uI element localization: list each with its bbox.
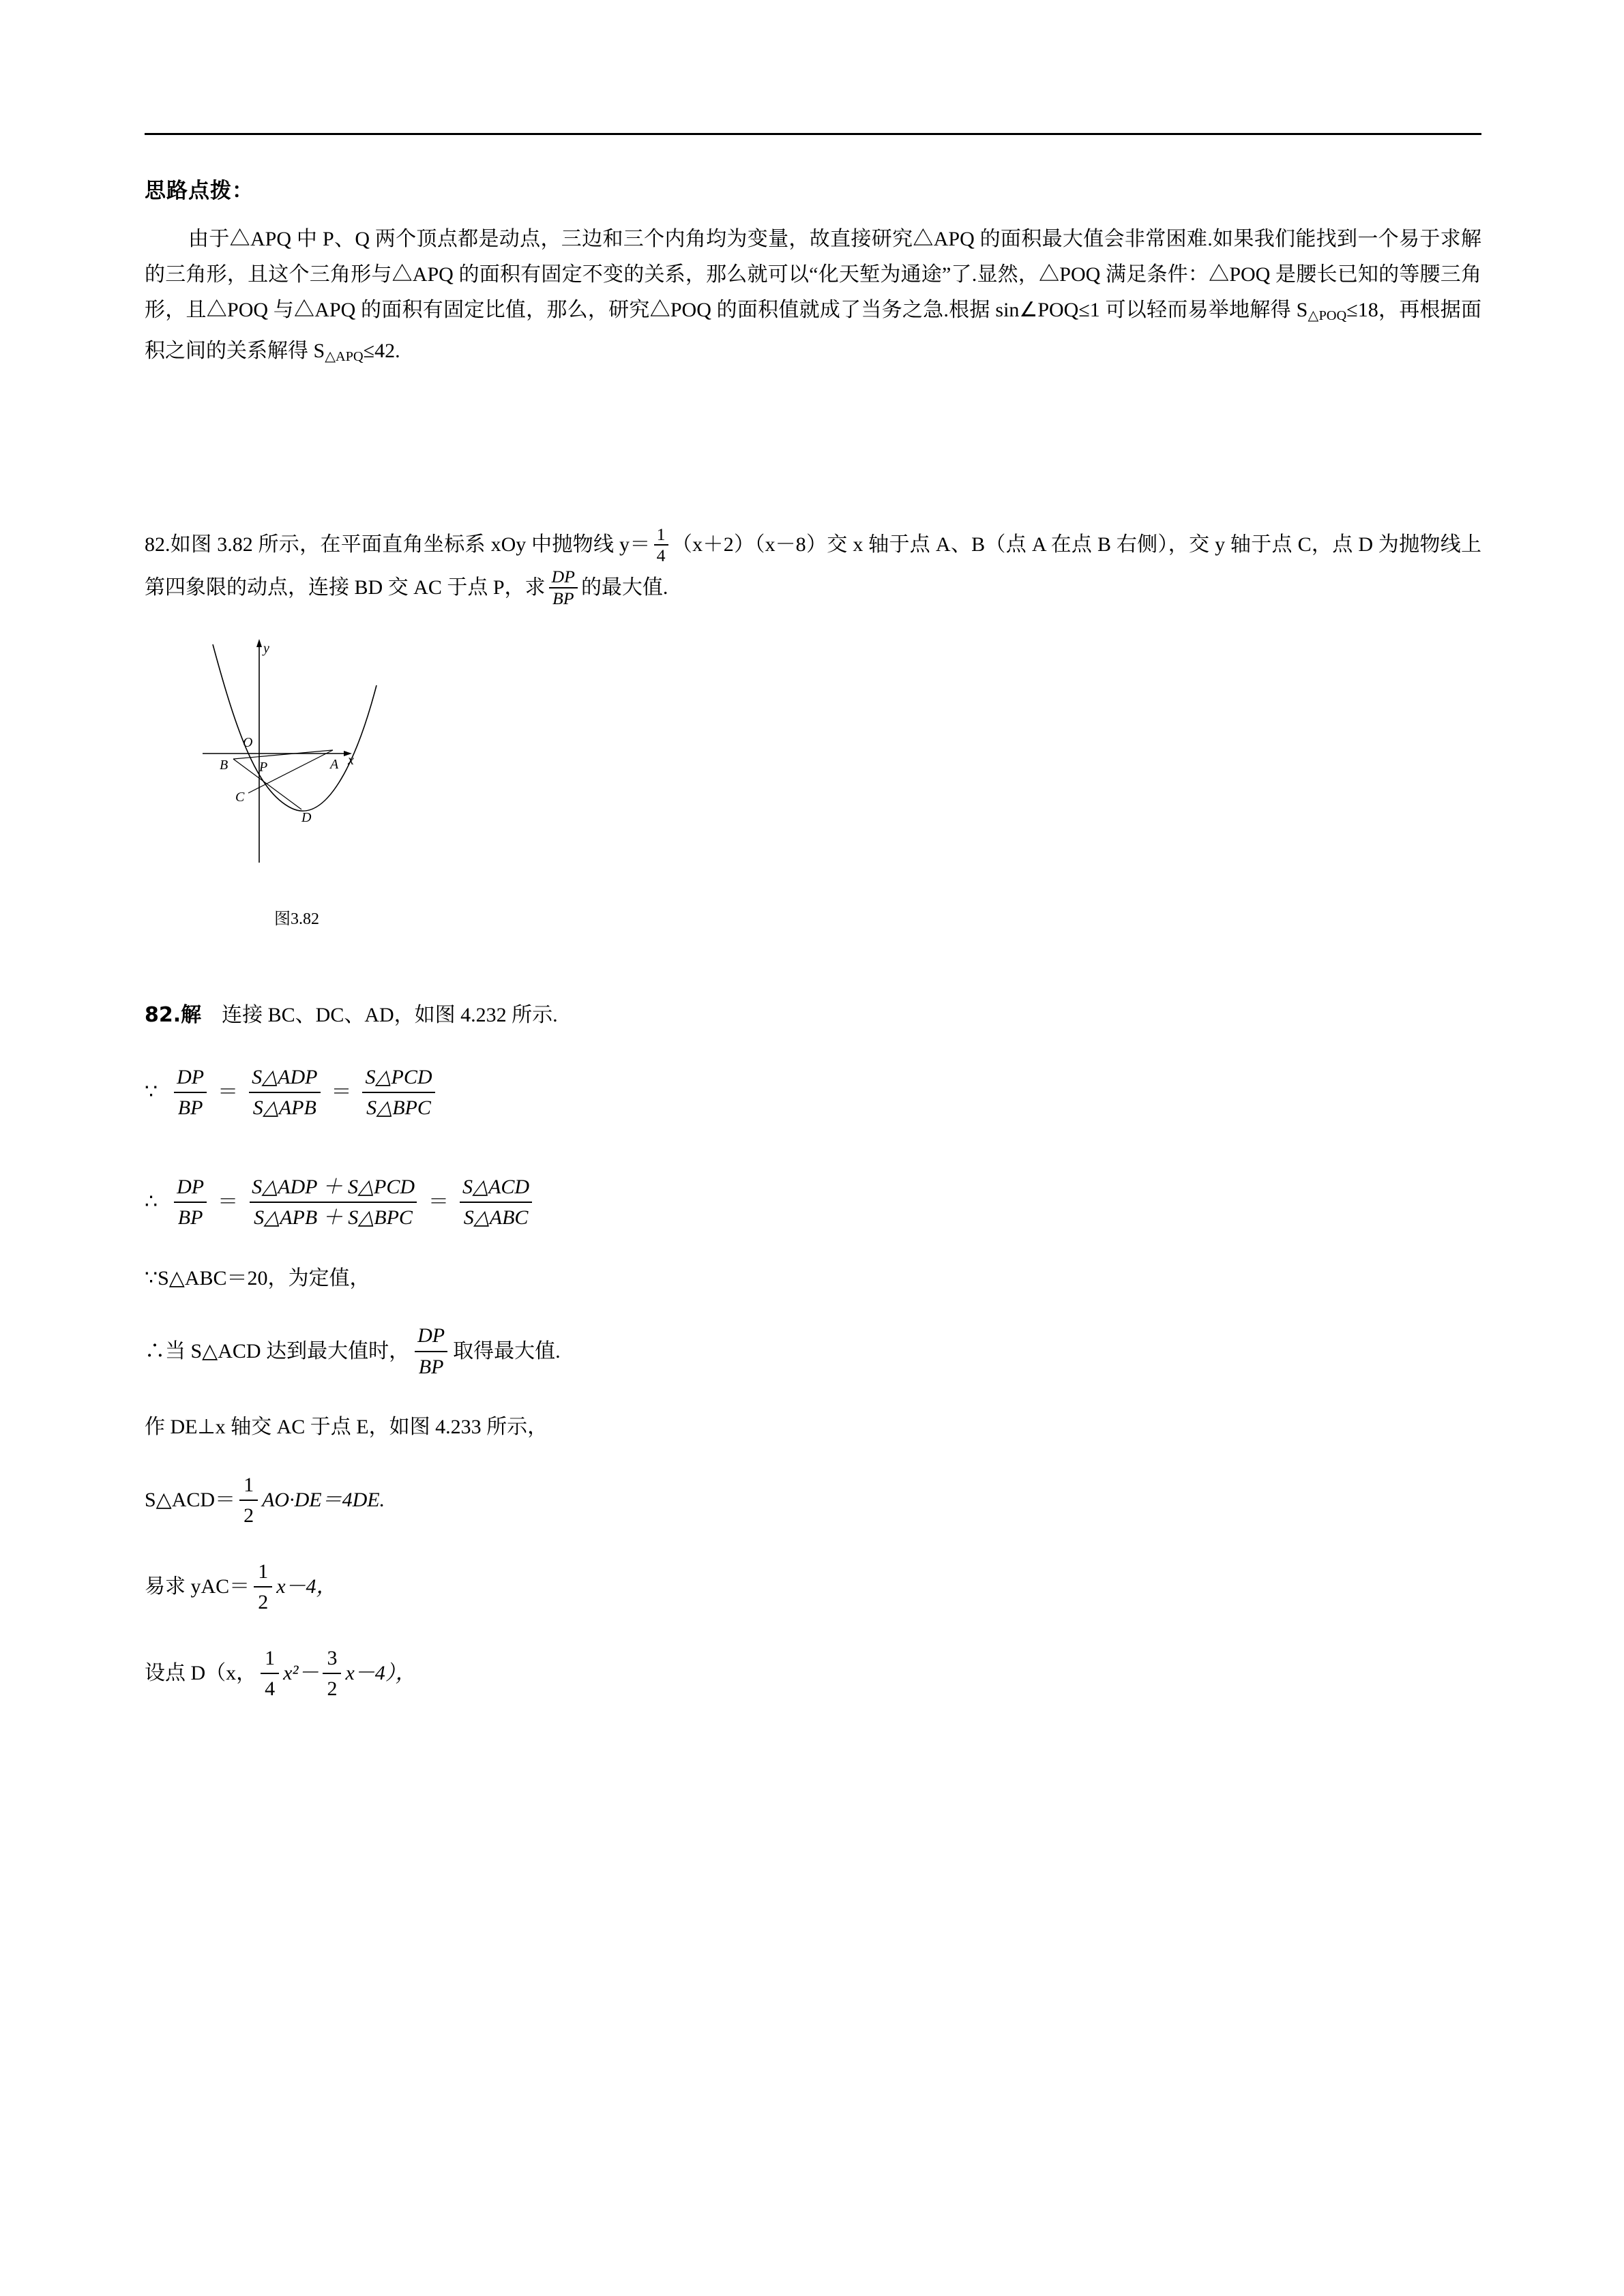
- line8-text-b: x－4），: [345, 1662, 416, 1685]
- parabola-diagram: [172, 638, 465, 910]
- fraction-half-1: [239, 1472, 258, 1529]
- parabola-curve: [213, 644, 377, 811]
- problem-text-b: （x＋2）（x－8）交 x 轴于点 A、B（点 A 在点 B 右侧），交 y 轴于点 C，点 D 为抛物线上第四象限的动点，连接 BD 交 AC 于点 P，求: [145, 533, 1481, 599]
- fraction-numerator: S△ADP: [252, 1065, 318, 1088]
- line6-text-a: S△ACD＝: [145, 1489, 236, 1512]
- fraction-numerator: DP: [551, 567, 575, 587]
- solution-label: 解: [181, 1002, 202, 1027]
- problem-fraction-dp-bp: [549, 567, 578, 608]
- fraction-numerator: 1: [258, 1560, 269, 1583]
- line6-text-b: AO·DE＝4DE.: [262, 1489, 385, 1512]
- fraction-numerator: 1: [265, 1646, 276, 1669]
- fraction-denominator: S△APB ＋ S△BPC: [250, 1202, 417, 1231]
- fraction-half-2: [254, 1559, 272, 1615]
- fraction-denominator: S△BPC: [362, 1092, 435, 1121]
- fraction-spcd-sbpc: [361, 1064, 436, 1121]
- analysis-paragraph: [145, 222, 1481, 374]
- problem-fraction-quarter: [654, 524, 668, 566]
- label-o: O: [243, 734, 253, 750]
- fraction-numerator: DP: [177, 1065, 205, 1088]
- therefore-symbol-1: ∴: [145, 1191, 158, 1214]
- fraction-dp-bp-2: [173, 1174, 208, 1231]
- fraction-denominator: S△ABC: [460, 1202, 533, 1231]
- equals-1: ＝: [218, 1191, 239, 1214]
- page-content: [145, 133, 1481, 1702]
- fraction-denominator: 4: [654, 544, 668, 566]
- fraction-sadp-sapb: [248, 1064, 321, 1121]
- analysis-text-2: ≤18，再根据面积之间的关系解得 S: [145, 299, 1481, 363]
- fraction-denominator: BP: [415, 1351, 448, 1380]
- fraction-denominator: 2: [239, 1500, 258, 1529]
- analysis-text-3: ≤42.: [363, 340, 400, 363]
- problem-statement: [145, 524, 1481, 610]
- fraction-denominator: 2: [254, 1586, 272, 1615]
- line8-text-mid: x²－: [283, 1662, 319, 1685]
- fraction-denominator: BP: [549, 587, 578, 609]
- section-heading: 思路点拨：: [145, 179, 254, 203]
- solution-line-3: ∵S△ABC＝20，为定值，: [145, 1266, 370, 1289]
- fraction-three-halves: [323, 1645, 341, 1702]
- problem-number: 82.: [145, 533, 171, 556]
- solution-line-7: [145, 1559, 1481, 1615]
- analysis-sub-1: △POQ: [1308, 308, 1347, 324]
- label-c: C: [235, 789, 245, 805]
- solution-line-8: [145, 1645, 1481, 1702]
- label-p: P: [259, 759, 268, 775]
- fraction-numerator: 3: [327, 1646, 338, 1669]
- line4-text-b: 取得最大值.: [453, 1339, 561, 1362]
- label-x: x: [348, 752, 354, 768]
- fraction-numerator: 1: [243, 1473, 254, 1496]
- solution-line-4: [145, 1323, 1481, 1380]
- line8-text-a: 设点 D（x，: [145, 1662, 257, 1685]
- fraction-numerator: S△PCD: [365, 1065, 432, 1088]
- line4-text-a: ∴当 S△ACD 达到最大值时，: [145, 1339, 410, 1362]
- analysis-sub-2: △APQ: [325, 349, 364, 365]
- fraction-denominator: 2: [323, 1673, 341, 1702]
- problem-text-c: 的最大值.: [580, 576, 668, 599]
- fraction-numerator: DP: [177, 1175, 205, 1198]
- because-symbol-1: ∵: [145, 1081, 158, 1104]
- fraction-denominator: 4: [261, 1673, 279, 1702]
- equals-1: ＝: [218, 1081, 239, 1104]
- solution-intro-text: 连接 BC、DC、AD，如图 4.232 所示.: [222, 1003, 558, 1026]
- fraction-numerator: S△ACD: [462, 1175, 530, 1198]
- line7-text-a: 易求 yAC＝: [145, 1575, 250, 1598]
- label-a: A: [330, 756, 339, 772]
- solution-line-5: 作 DE⊥x 轴交 AC 于点 E，如图 4.233 所示，: [145, 1416, 548, 1439]
- fraction-numerator: DP: [417, 1324, 445, 1347]
- fraction-sum-top: [248, 1174, 419, 1231]
- fraction-numerator: 1: [656, 524, 666, 544]
- figure-caption: 图3.82: [274, 910, 319, 928]
- label-y: y: [263, 640, 269, 656]
- fraction-numerator: S△ADP ＋ S△PCD: [252, 1175, 415, 1198]
- solution-number: 82.: [145, 1002, 181, 1027]
- solution-block: [145, 996, 1481, 1702]
- fraction-dp-bp-3: [413, 1323, 449, 1380]
- figure-3-82: [172, 638, 465, 931]
- equation-line-2: [145, 1174, 1481, 1231]
- fraction-quarter-2: [261, 1645, 279, 1702]
- fraction-denominator: BP: [174, 1202, 207, 1231]
- equals-2: ＝: [331, 1081, 352, 1104]
- problem-text-a: 如图 3.82 所示，在平面直角坐标系 xOy 中抛物线 y＝: [170, 533, 651, 556]
- spacer-eq1-eq2: [145, 1121, 1481, 1144]
- y-axis-arrow: [256, 639, 262, 647]
- fraction-sacd-sabc: [458, 1174, 533, 1231]
- fraction-denominator: BP: [174, 1092, 207, 1121]
- label-b: B: [220, 757, 228, 773]
- fraction-dp-bp-1: [173, 1064, 208, 1121]
- line7-text-b: x－4，: [276, 1575, 337, 1598]
- equals-2: ＝: [428, 1191, 449, 1214]
- header-rule: [145, 133, 1481, 135]
- spacer-after-analysis: [145, 374, 1481, 524]
- analysis-text-1: 由于△APQ 中 P、Q 两个顶点都是动点，三边和三个内角均为变量，故直接研究△APQ 的面积最大值会非常困难.如果我们能找到一个易于求解的三角形，且这个三角形与△APQ 的面积有固定不变的关系，那么就可以“化天堑为通途”了.显然，△POQ 满足条件：△POQ 是腰长已知的等腰三角形，且△POQ 与△APQ 的面积有固定比值，那么，研究△POQ 的面积值就成了当务之急.根据 sin∠POQ≤1 可以轻而易举地解得 S: [145, 228, 1481, 321]
- solution-intro-line: [145, 996, 1481, 1034]
- spacer-before-solution: [145, 931, 1481, 996]
- label-d: D: [301, 809, 312, 825]
- equation-line-1: [145, 1064, 1481, 1121]
- fraction-denominator: S△APB: [249, 1092, 321, 1121]
- solution-line-6: [145, 1472, 1481, 1529]
